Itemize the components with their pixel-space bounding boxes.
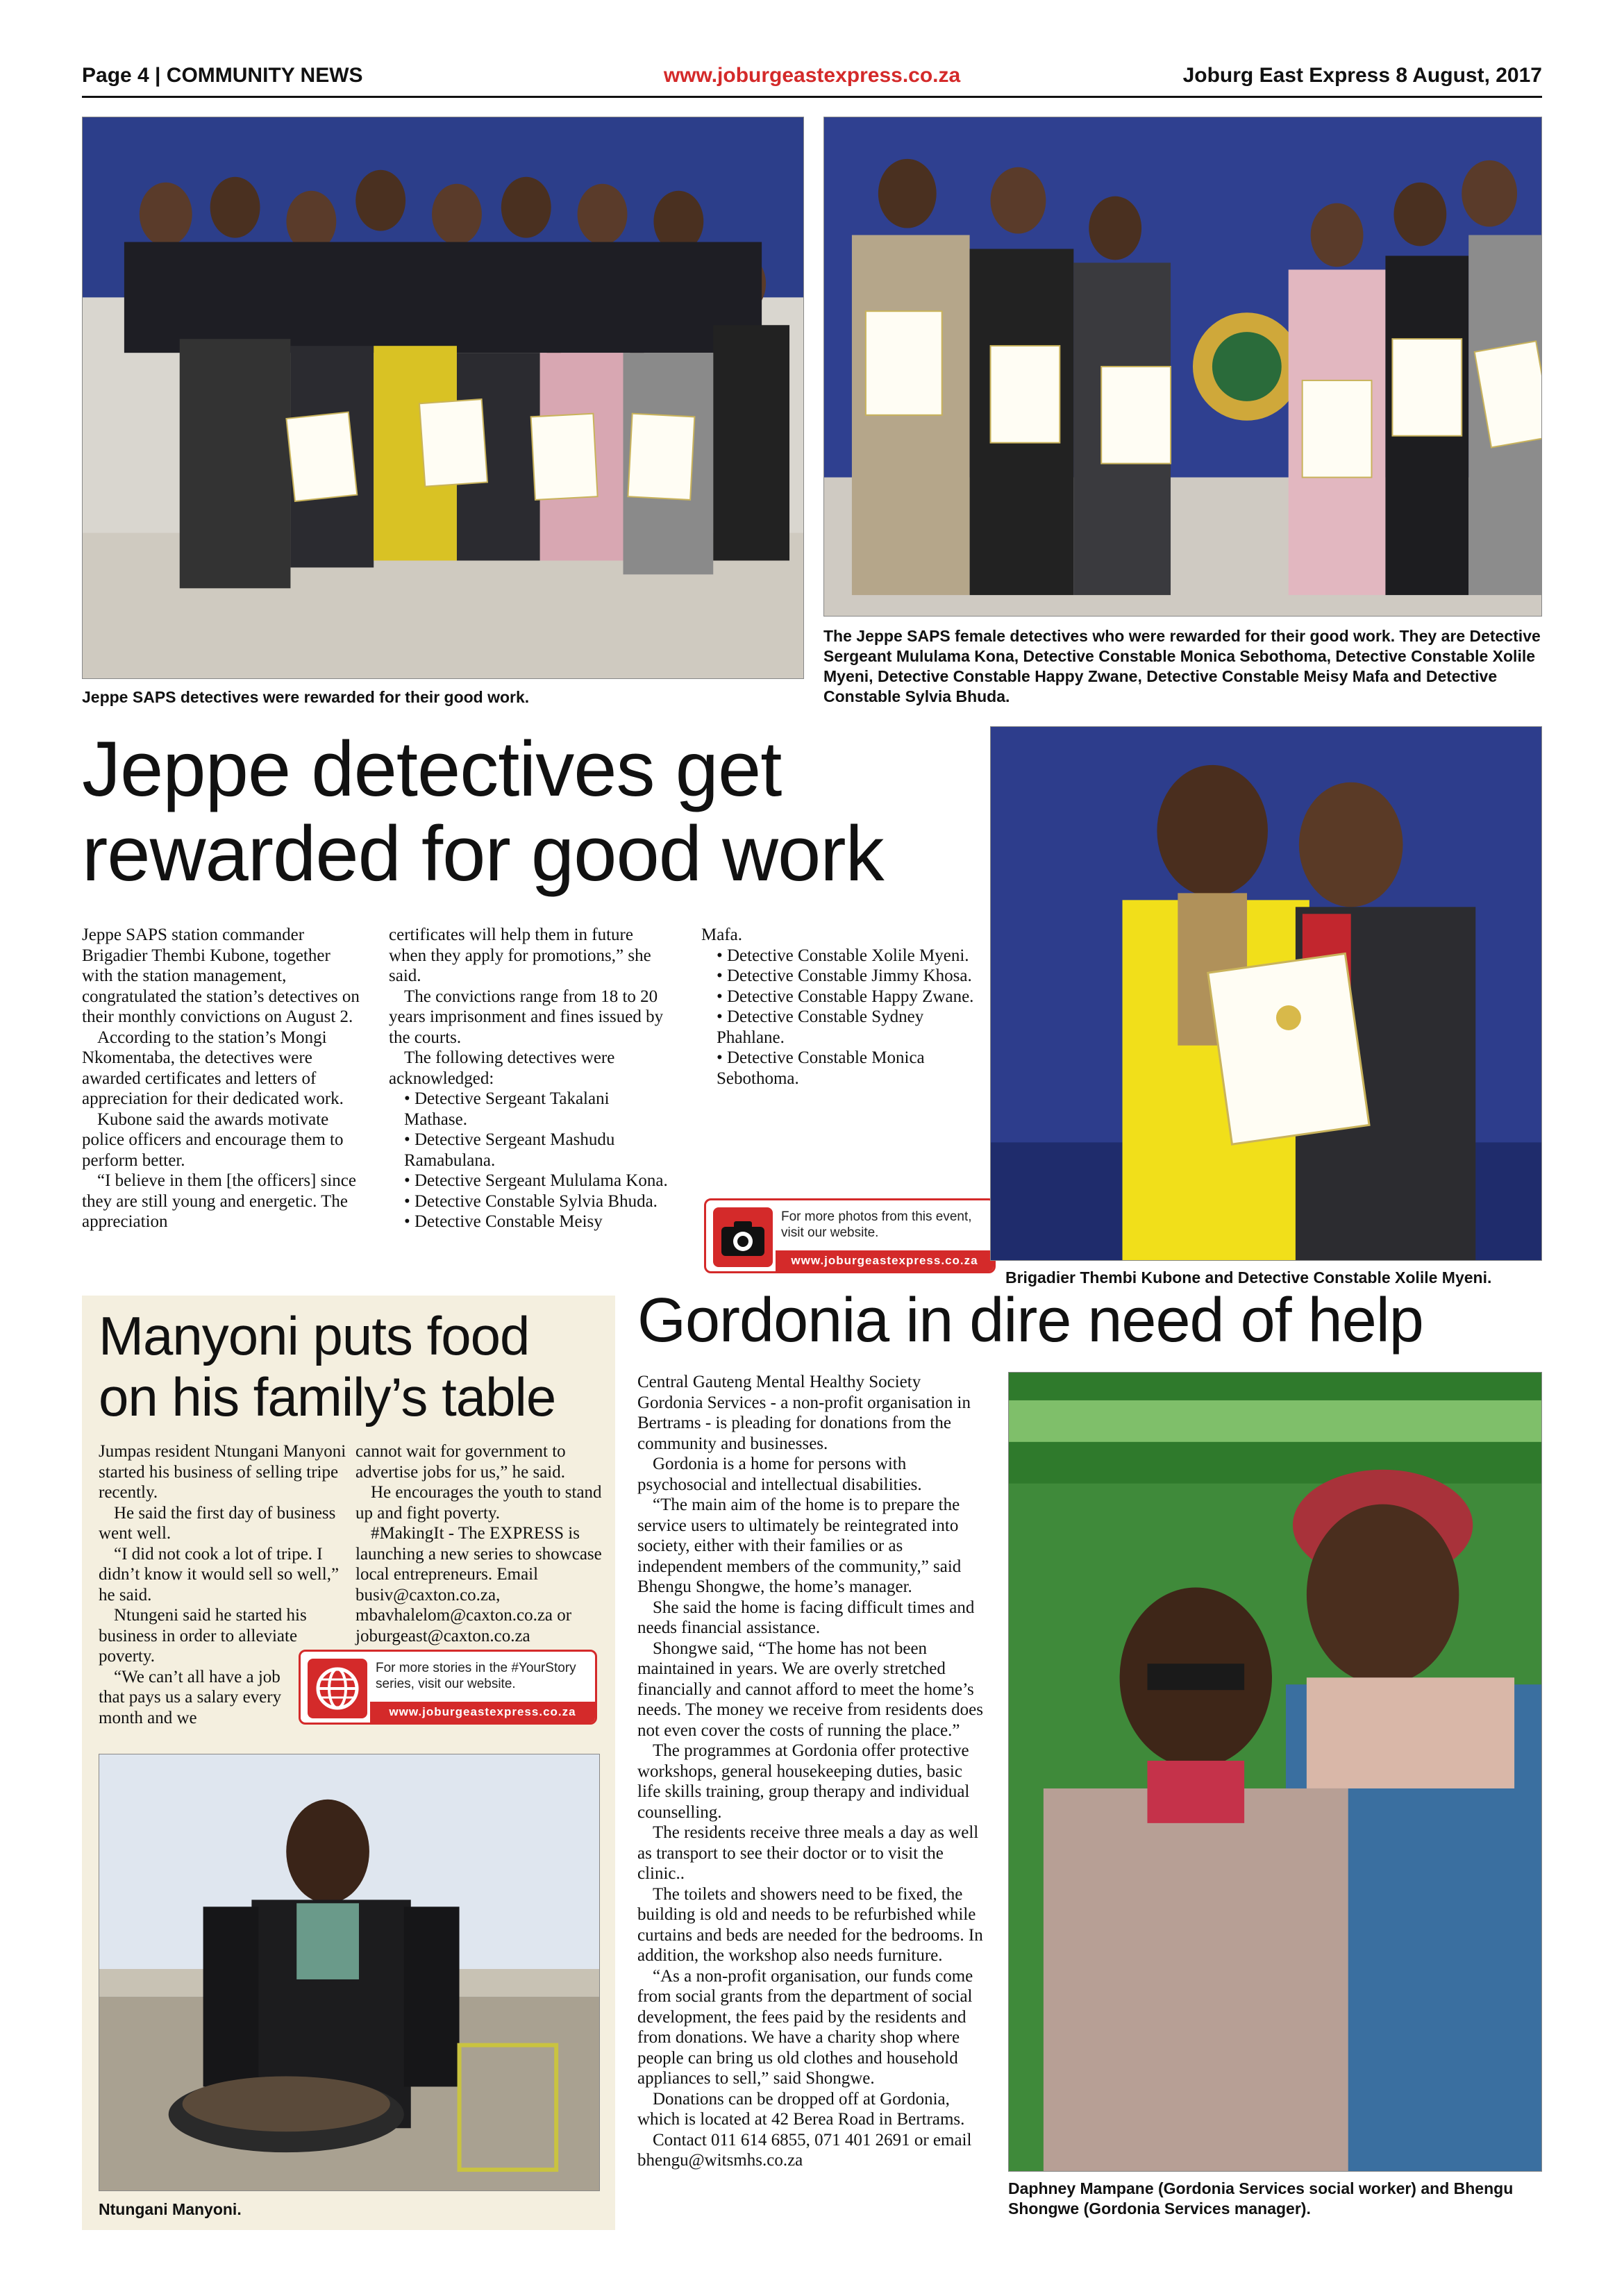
photo-pair-caption: Brigadier Thembi Kubone and Detective Constable Xolile Myeni. <box>1005 1268 1492 1287</box>
promo-url[interactable]: www.joburgeastexpress.co.za <box>776 1250 994 1271</box>
paragraph: He said the first day of business went well. <box>99 1503 336 1543</box>
promo-url[interactable]: www.joburgeastexpress.co.za <box>370 1702 595 1723</box>
paragraph: “We can’t all have a job that pays us a salary every month and we <box>99 1667 282 1727</box>
promo-text: For more photos from this event, visit our website. <box>781 1209 972 1240</box>
story3-column-1 <box>637 1372 985 2171</box>
paragraph: #MakingIt - The EXPRESS is launching a new series to showcase local entrepreneurs. Email busiv@caxton.co.za, mbavhalelom@caxton.co.za or joburgeast@caxton.co.za <box>355 1524 602 1645</box>
photo-female-detectives <box>823 117 1542 617</box>
list-item: • Detective Constable Jimmy Khosa. <box>717 966 972 985</box>
story3-headline: Gordonia in dire need of help <box>637 1286 1423 1355</box>
photo-group-detectives <box>82 117 804 679</box>
header-rule <box>82 96 1542 98</box>
story1-column-1 <box>82 925 360 1232</box>
photo-manyoni-caption: Ntungani Manyoni. <box>99 2200 242 2218</box>
photo-ntungani-manyoni <box>99 1754 600 2191</box>
publication-date: Joburg East Express 8 August, 2017 <box>1182 64 1542 87</box>
paragraph: certificates will help them in future when they apply for promotions,” she said. <box>389 925 651 985</box>
paragraph: Jumpas resident Ntungani Manyoni started his business of selling tripe recently. <box>99 1442 346 1502</box>
paragraph: She said the home is facing difficult times and needs financial assistance. <box>637 1598 975 1637</box>
story1-column-3 <box>701 925 979 1089</box>
paragraph: Mafa. <box>701 925 742 944</box>
photo-gordonia-staff <box>1008 1372 1542 2172</box>
paragraph: cannot wait for government to advertise jobs for us,” he said. <box>355 1442 566 1482</box>
story1-headline-line1: Jeppe detectives get <box>82 726 782 812</box>
website-url[interactable]: www.joburgeastexpress.co.za <box>663 64 961 87</box>
paragraph: The following detectives were acknowledged: <box>389 1048 615 1088</box>
paragraph: According to the station’s Mongi Nkomentaba, the detectives were awarded certificates and letters of appreciation for their dedicated work. <box>82 1028 344 1108</box>
story2-headline-line2: on his family’s table <box>99 1366 556 1427</box>
paragraph: The residents receive three meals a day as well as transport to see their doctor or to visit the clinic.. <box>637 1823 979 1883</box>
page-section-label: Page 4 | COMMUNITY NEWS <box>82 64 363 87</box>
list-item: • Detective Sergeant Takalani Mathase. <box>404 1089 610 1129</box>
list-item: • Detective Sergeant Mululama Kona. <box>404 1171 668 1190</box>
paragraph: Central Gauteng Mental Healthy Society Gordonia Services - a non-profit organisation in Bertrams - is pleading for donations from the community and businesses. <box>637 1373 971 1453</box>
camera-icon <box>713 1207 773 1267</box>
paragraph: Gordonia is a home for persons with psychosocial and intellectual disabilities. <box>637 1455 922 1494</box>
stories-promo-box[interactable] <box>299 1650 597 1725</box>
story1-column-2 <box>389 925 673 1232</box>
paragraph: “I did not cook a lot of tripe. I didn’t know it would sell so well,” he said. <box>99 1544 340 1604</box>
list-item: • Detective Sergeant Mashudu Ramabulana. <box>404 1130 615 1170</box>
list-item: • Detective Constable Monica Sebothoma. <box>717 1048 925 1088</box>
photo-commander-and-detective <box>990 726 1542 1261</box>
list-item: • Detective Constable Xolile Myeni. <box>717 946 969 965</box>
paragraph: He encourages the youth to stand up and fight poverty. <box>355 1483 602 1523</box>
list-item: • Detective Constable Meisy <box>404 1212 603 1231</box>
story2-headline-line1: Manyoni puts food <box>99 1305 530 1366</box>
paragraph: Donations can be dropped off at Gordonia, which is located at 42 Berea Road in Bertrams. <box>637 2089 965 2129</box>
photo-female-caption: The Jeppe SAPS female detectives who were rewarded for their good work. They are Detective Sergeant Mululama Kona, Detective Constable Monica Sebothoma, Detective Constable Xolile Myeni, Detective Constable Happy Zwane, Detective Constable Meisy Mafa and Detective Constable Sylvia Bhuda. <box>823 627 1541 705</box>
paragraph: Contact 011 614 6855, 071 401 2691 or email bhengu@witsmhs.co.za <box>637 2130 972 2170</box>
promo-text: For more stories in the #YourStory series, visit our website. <box>376 1661 576 1691</box>
list-item: • Detective Constable Sydney Phahlane. <box>717 1007 924 1047</box>
paragraph: “The main aim of the home is to prepare the service users to ultimately be reintegrated into society, either with their families or as independent members of the community,” said Bhengu Shongwe, the home’s manager. <box>637 1495 962 1596</box>
list-item: • Detective Constable Sylvia Bhuda. <box>404 1191 658 1211</box>
paragraph: Ntungeni said he started his business in order to alleviate poverty. <box>99 1606 307 1666</box>
photo-gordonia-caption: Daphney Mampane (Gordonia Services social worker) and Bhengu Shongwe (Gordonia Services manager). <box>1008 2179 1514 2218</box>
photo-group-caption: Jeppe SAPS detectives were rewarded for their good work. <box>82 688 530 706</box>
paragraph: “As a non-profit organisation, our funds come from social grants from the department of social development, the fees paid by the residents and from donations. We have a charity shop where people can bring us old clothes and household appliances to sell,” said Shongwe. <box>637 1966 973 2088</box>
globe-icon <box>308 1659 367 1718</box>
list-item: • Detective Constable Happy Zwane. <box>717 987 974 1006</box>
paragraph: Shongwe said, “The home has not been maintained in years. We are overly stretched financially and cannot afford to meet the home’s needs. The money we receive from residents does not even cover the costs of running the place.” <box>637 1639 983 1740</box>
story1-headline-line2: rewarded for good work <box>82 810 884 897</box>
paragraph: Kubone said the awards motivate police officers and encourage them to perform better. <box>82 1109 344 1170</box>
paragraph: “I believe in them [the officers] since they are still young and energetic. The appreciation <box>82 1171 356 1231</box>
paragraph: The programmes at Gordonia offer protective workshops, general housekeeping duties, basic life skills training, group therapy and individual counselling. <box>637 1741 970 1822</box>
paragraph: Jeppe SAPS station commander Brigadier Thembi Kubone, together with the station management, congratulated the station’s detectives on their monthly convictions on August 2. <box>82 925 360 1026</box>
story2-column-2 <box>355 1441 605 1646</box>
paragraph: The convictions range from 18 to 20 years imprisonment and fines issued by the courts. <box>389 987 664 1047</box>
paragraph: The toilets and showers need to be fixed, the building is old and needs to be refurbished while curtains and beds are needed for the bedrooms. In addition, the workshop also needs furniture. <box>637 1884 983 1965</box>
photos-promo-box[interactable] <box>704 1198 996 1273</box>
